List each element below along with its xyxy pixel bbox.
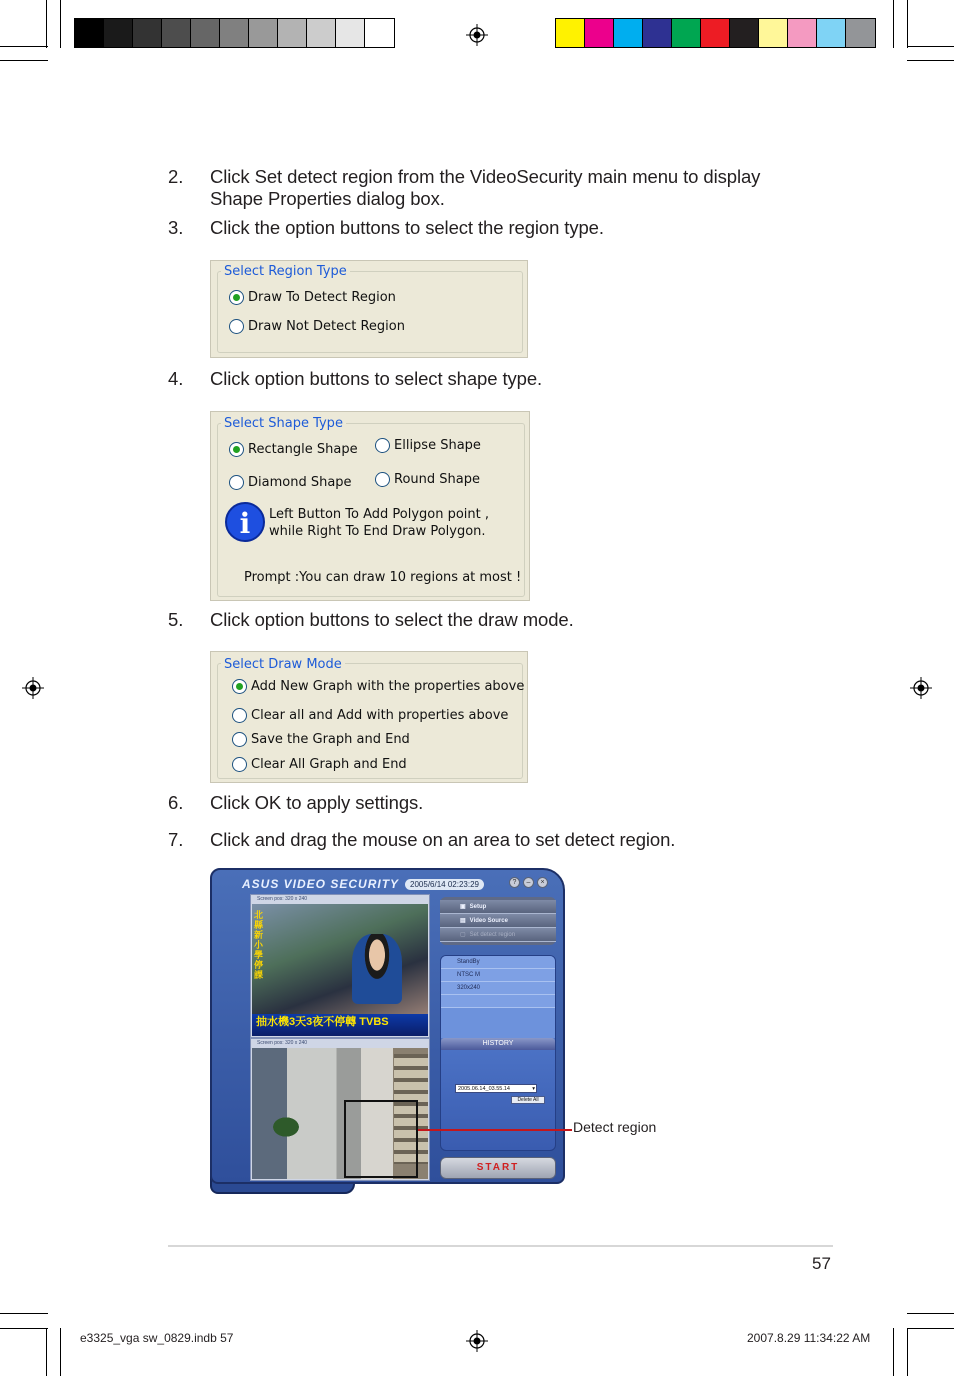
option-label: Draw To Detect Region [248, 290, 396, 305]
radio-icon[interactable] [232, 732, 247, 747]
status-row-empty [441, 995, 555, 1008]
step-number: 6. [168, 792, 184, 813]
news-video-feed [252, 904, 428, 1036]
status-row: NTSC M [441, 969, 555, 982]
radio-diamond-shape[interactable] [229, 475, 352, 490]
grayscale-bar [74, 18, 395, 48]
menu-label: Video Source [469, 917, 508, 924]
crop-mark [60, 1328, 61, 1376]
crop-mark [0, 1313, 48, 1314]
history-header: HISTORY [441, 1038, 555, 1050]
color-swatch [191, 19, 220, 47]
screen-caption: Screen pos: 320 x 240 [257, 896, 308, 902]
menu-panel [440, 897, 556, 945]
crop-mark [907, 1328, 954, 1329]
slug-file: e3325_vga sw_0829.indb 57 [80, 1331, 234, 1345]
color-swatch [556, 19, 585, 47]
radio-clear-and-add[interactable] [232, 708, 508, 723]
radio-icon[interactable] [229, 475, 244, 490]
color-swatch [220, 19, 249, 47]
info-line-2: while Right To End Draw Polygon. [269, 524, 486, 539]
step-number: 5. [168, 609, 184, 630]
status-panel [440, 955, 556, 1151]
color-swatch [133, 19, 162, 47]
color-swatch [365, 19, 394, 47]
app-titlebar [242, 875, 532, 893]
crop-mark [46, 1328, 47, 1376]
video-security-app [210, 868, 565, 1186]
color-swatch [249, 19, 278, 47]
step-number: 7. [168, 829, 184, 850]
app-clock: 2005/6/14 02:23:29 [405, 879, 484, 890]
option-label: Round Shape [394, 472, 480, 487]
step-text: Click option buttons to select the draw mode. [210, 609, 574, 630]
radio-draw-detect[interactable] [229, 290, 396, 305]
status-spacer [441, 1008, 555, 1038]
page-number: 57 [812, 1254, 831, 1273]
option-label: Save the Graph and End [251, 732, 410, 747]
chevron-down-icon: ▾ [532, 1086, 535, 1092]
history-value: 2005.06.14_03.55.14 [458, 1086, 510, 1092]
video-source-icon: ▤ [460, 918, 466, 924]
news-side-text: 北縣新小學停課 [254, 910, 264, 980]
plant-image [266, 1112, 306, 1142]
color-swatch [730, 19, 759, 47]
slug-timestamp: 2007.8.29 11:34:22 AM [747, 1331, 871, 1345]
color-swatch [585, 19, 614, 47]
menu-video-source[interactable] [440, 914, 556, 928]
color-swatch [162, 19, 191, 47]
menu-label: Setup [469, 903, 487, 910]
option-label: Rectangle Shape [248, 442, 358, 457]
region-type-group [217, 271, 523, 353]
status-row: 320x240 [441, 982, 555, 995]
color-swatch [278, 19, 307, 47]
radio-icon[interactable] [375, 472, 390, 487]
news-anchor-image [352, 934, 402, 1004]
radio-add-new-graph[interactable] [232, 679, 524, 694]
radio-selected-icon[interactable] [232, 679, 247, 694]
radio-draw-not-detect[interactable] [229, 319, 405, 334]
color-swatch [643, 19, 672, 47]
detect-region-box[interactable] [344, 1100, 418, 1178]
radio-icon[interactable] [232, 757, 247, 772]
video-screen-1 [250, 894, 430, 1038]
color-swatch [846, 19, 875, 47]
crop-mark [0, 1328, 48, 1329]
info-line-1: Left Button To Add Polygon point , [269, 507, 490, 522]
radio-icon[interactable] [232, 708, 247, 723]
color-swatch [75, 19, 104, 47]
group-title: Select Shape Type [221, 416, 346, 431]
start-button[interactable]: START [440, 1157, 556, 1179]
option-label: Draw Not Detect Region [248, 319, 405, 334]
color-bar [555, 18, 876, 48]
help-icon[interactable]: ? [509, 877, 520, 888]
radio-ellipse-shape[interactable] [375, 438, 481, 453]
crop-mark [893, 0, 894, 48]
color-swatch [336, 19, 365, 47]
crop-mark [0, 60, 48, 61]
radio-icon[interactable] [375, 438, 390, 453]
step-text: Click and drag the mouse on an area to set detect region. [210, 829, 676, 850]
app-frame [210, 868, 565, 1184]
radio-icon[interactable] [229, 319, 244, 334]
color-swatch [817, 19, 846, 47]
step-text: Click OK to apply settings. [210, 792, 424, 813]
detect-region-icon: ▢ [460, 932, 466, 938]
setup-icon: ▣ [460, 904, 466, 910]
callout-label: Detect region [573, 1119, 657, 1135]
crop-mark [907, 1328, 908, 1376]
crop-mark [907, 46, 954, 47]
step-number: 3. [168, 217, 184, 238]
color-swatch [701, 19, 730, 47]
step-number: 4. [168, 368, 184, 389]
callout-line [418, 1129, 572, 1131]
crop-mark [907, 1313, 954, 1314]
footer-rule [168, 1245, 833, 1247]
prompt-text: Prompt :You can draw 10 regions at most ! [244, 570, 522, 585]
menu-setup[interactable] [440, 900, 556, 914]
option-label: Ellipse Shape [394, 438, 481, 453]
step-text: Click the option buttons to select the region type. [210, 217, 604, 238]
option-label: Clear All Graph and End [251, 757, 407, 772]
status-row: StandBy [441, 956, 555, 969]
radio-round-shape[interactable] [375, 472, 480, 487]
color-swatch [672, 19, 701, 47]
delete-all-button[interactable]: Delete All [511, 1096, 545, 1104]
color-swatch [788, 19, 817, 47]
radio-clear-all-and-end[interactable] [232, 757, 407, 772]
crop-mark [907, 0, 908, 48]
screen-caption: Screen pos: 320 x 240 [257, 1040, 308, 1046]
region-type-dialog [210, 260, 528, 358]
color-swatch [307, 19, 336, 47]
registration-mark-icon [466, 24, 488, 46]
app-brand: ASUS VIDEO SECURITY [242, 877, 400, 891]
color-swatch [104, 19, 133, 47]
option-label: Add New Graph with the properties above [251, 679, 525, 694]
menu-set-detect-region[interactable] [440, 928, 556, 942]
group-title: Select Region Type [221, 264, 350, 279]
step-text: Click option buttons to select shape type. [210, 368, 543, 389]
crop-mark [46, 0, 47, 48]
draw-mode-dialog [210, 651, 528, 783]
minimize-icon[interactable]: – [523, 877, 534, 888]
step-text: Click Set detect region from the VideoSecurity main menu to display Shape Properties dialog box. [210, 166, 761, 209]
menu-label: Set detect region [469, 931, 516, 938]
registration-mark-icon [910, 677, 932, 699]
shape-type-dialog [210, 411, 530, 601]
crop-mark [0, 46, 48, 47]
news-ticker: 抽水機3天3夜不停轉 TVBS [252, 1014, 428, 1036]
option-label: Diamond Shape [248, 475, 352, 490]
history-select[interactable] [455, 1084, 537, 1093]
radio-rectangle-shape[interactable] [229, 442, 358, 457]
office-video-feed [252, 1048, 428, 1179]
registration-mark-icon [22, 677, 44, 699]
video-screen-2 [250, 1038, 430, 1181]
info-icon: i [225, 502, 265, 542]
color-swatch [614, 19, 643, 47]
crop-mark [907, 60, 954, 61]
radio-selected-icon[interactable] [229, 290, 244, 305]
crop-mark [60, 0, 61, 48]
option-label: Clear all and Add with properties above [251, 708, 509, 723]
step-number: 2. [168, 166, 184, 187]
registration-mark-icon [466, 1330, 488, 1352]
color-swatch [759, 19, 788, 47]
radio-selected-icon[interactable] [229, 442, 244, 457]
crop-mark [893, 1328, 894, 1376]
close-icon[interactable]: × [537, 877, 548, 888]
radio-save-and-end[interactable] [232, 732, 410, 747]
group-title: Select Draw Mode [221, 657, 345, 672]
